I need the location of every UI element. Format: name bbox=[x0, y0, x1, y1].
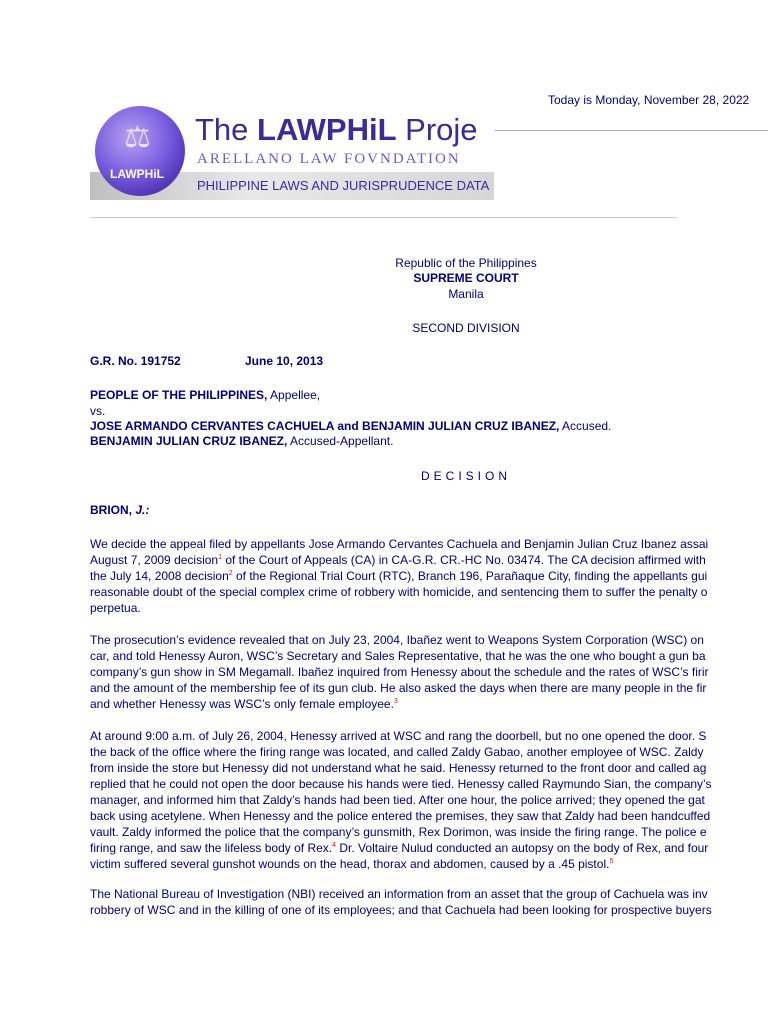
paragraph-line: company’s gun show in SM Megamall. Ibañez inquired from Henessy about the schedule and the rates of WSC’s firir bbox=[90, 665, 709, 679]
party-accused: JOSE ARMANDO CERVANTES CACHUELA and BENJAMIN JULIAN CRUZ IBANEZ, Accused. bbox=[90, 419, 612, 433]
decision-heading: DECISION bbox=[420, 469, 511, 483]
paragraph-line: back using acetylene. When Henessy and the police entered the premises, they saw that Zaldy had been handcuffed bbox=[90, 809, 711, 823]
footnote-link[interactable]: 2 bbox=[228, 570, 233, 577]
court-city: Manila bbox=[448, 287, 484, 301]
court-name: SUPREME COURT bbox=[413, 271, 519, 285]
ponente: BRION, J.: bbox=[90, 503, 150, 517]
seal-text: LAWPHiL bbox=[110, 167, 164, 181]
paragraph-line: We decide the appeal filed by appellants Jose Armando Cervantes Cachuela and Benjamin Julian Cruz Ibanez assai bbox=[90, 537, 709, 551]
paragraph-line: from inside the store but Henessy did not understand what he said. Henessy returned to the front door and called ag bbox=[90, 761, 707, 775]
paragraph-line: manager, and informed him that Zaldy’s hands had been tied. After one hour, the police arrived; they opened the gat bbox=[90, 793, 705, 807]
paragraph-3 bbox=[90, 728, 712, 872]
header-rule bbox=[495, 130, 768, 131]
case-date: June 10, 2013 bbox=[245, 354, 324, 368]
lawphil-logo[interactable] bbox=[90, 106, 494, 200]
paragraph-2 bbox=[90, 632, 709, 712]
republic-line: Republic of the Philippines bbox=[395, 256, 537, 270]
party-appellee: PEOPLE OF THE PHILIPPINES, Appellee, bbox=[90, 388, 321, 402]
paragraph-4 bbox=[90, 886, 712, 918]
paragraph-line: reasonable doubt of the special complex crime of robbery with homicide, and sentencing them to suffer the penalty o bbox=[90, 585, 708, 599]
versus: vs. bbox=[90, 404, 106, 418]
footnote-link[interactable]: 3 bbox=[393, 698, 398, 705]
paragraph-line: robbery of WSC and in the killing of one of its employees; and that Cachuela had been looking for prospective buyers bbox=[90, 903, 712, 917]
paragraph-line: and whether Henessy was WSC’s only female employee.$^3$ bbox=[90, 697, 398, 711]
paragraph-line: victim suffered several gunshot wounds on the head, thorax and abdomen, caused by a .45 pistol.$^5$ bbox=[90, 857, 614, 871]
paragraph-line: August 7, 2009 decision$^1$ of the Court of Appeals (CA) in CA-G.R. CR.-HC No. 03474. The CA decision affirmed with bbox=[90, 553, 706, 567]
footnote-link[interactable]: 1 bbox=[218, 554, 222, 561]
date-line: Today is Monday, November 28, 2022 bbox=[548, 93, 750, 107]
paragraph-line: At around 9:00 a.m. of July 26, 2004, Henessy arrived at WSC and rang the doorbell, but no one opened the door. S bbox=[90, 729, 707, 743]
header-divider bbox=[90, 217, 677, 218]
division: SECOND DIVISION bbox=[412, 321, 520, 335]
logo-tagline: PHILIPPINE LAWS AND JURISPRUDENCE DATA bbox=[197, 178, 490, 193]
paragraph-line: the July 14, 2008 decision$^2$ of the Regional Trial Court (RTC), Branch 196, Parañaque City, finding the appellants gui bbox=[90, 569, 708, 583]
logo-title: The LAWPHiL Proje bbox=[195, 112, 478, 147]
footnote-link[interactable]: 5 bbox=[609, 858, 614, 865]
paragraph-line: The National Bureau of Investigation (NBI) received an information from an asset that the group of Cachuela was inv bbox=[90, 887, 708, 901]
paragraph-line: and the amount of the membership fee of its gun club. He also asked the days when there are many people in the fir bbox=[90, 681, 707, 695]
logo-subtitle: ARELLANO LAW FOVNDATION bbox=[197, 151, 461, 167]
paragraph-line: perpetua. bbox=[90, 601, 141, 615]
gr-number: G.R. No. 191752 bbox=[90, 354, 181, 368]
paragraph-1 bbox=[90, 536, 708, 616]
footnote-link[interactable]: 4 bbox=[332, 842, 337, 849]
paragraph-line: car, and told Henessy Auron, WSC’s Secretary and Sales Representative, that he was the one who bought a gun ba bbox=[90, 649, 706, 663]
paragraph-line: vault. Zaldy informed the police that the company’s gunsmith, Rex Dorimon, was inside the firing range. The police e bbox=[90, 825, 707, 839]
scales-of-justice-icon: ⚖ bbox=[124, 121, 151, 154]
paragraph-line: firing range, and saw the lifeless body of Rex.$^4$ Dr. Voltaire Nulud conducted an autopsy on the body of Rex, and four bbox=[90, 841, 709, 855]
paragraph-line: replied that he could not open the door because his hands were tied. Henessy called Raymundo Sian, the company’s bbox=[90, 777, 712, 791]
paragraph-line: The prosecution’s evidence revealed that on July 23, 2004, Ibañez went to Weapons System Corporation (WSC) on bbox=[90, 633, 704, 647]
party-accused-appellant: BENJAMIN JULIAN CRUZ IBANEZ, Accused-Appellant. bbox=[90, 434, 394, 448]
paragraph-line: the back of the office where the firing range was located, and called Zaldy Gabao, another employee of WSC. Zaldy bbox=[90, 745, 704, 759]
